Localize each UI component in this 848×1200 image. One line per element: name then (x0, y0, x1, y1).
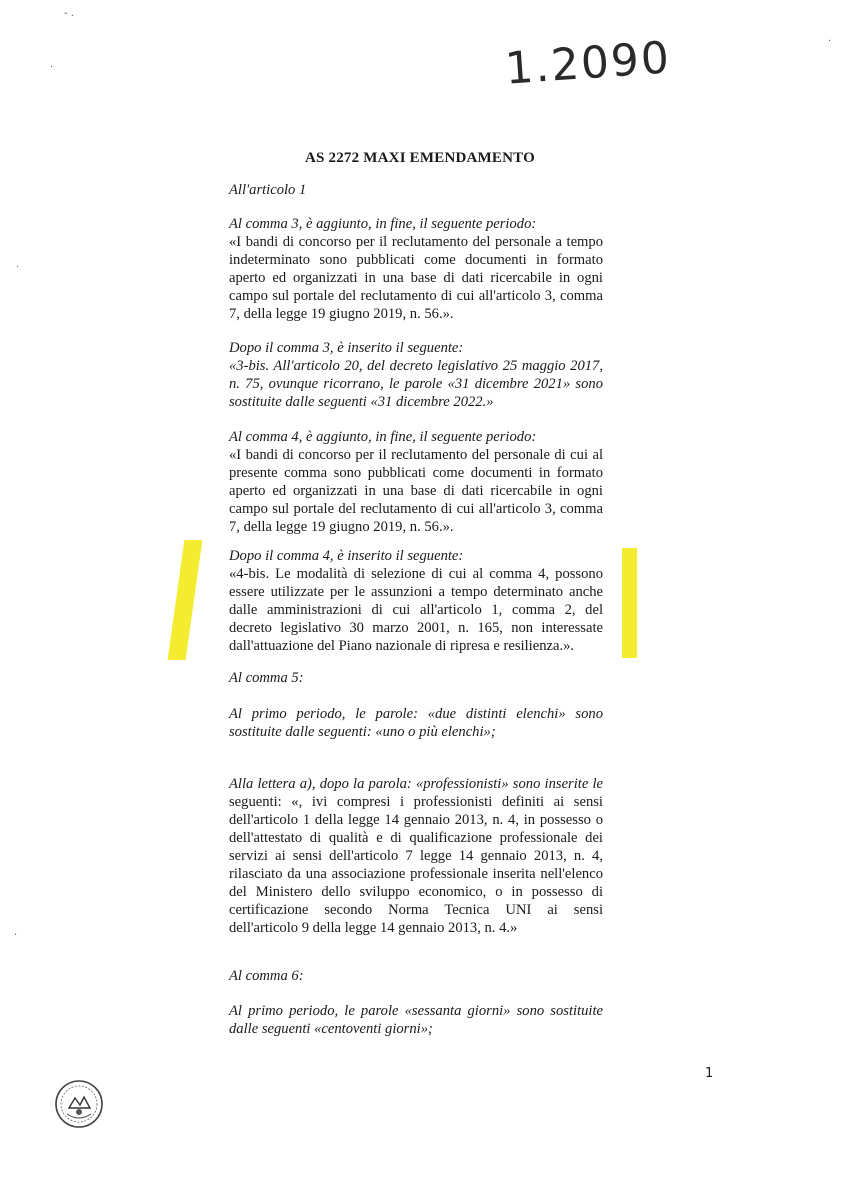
text-line: campo sul portale del reclutamento di cui all'articolo 3, comma (229, 501, 603, 517)
text-line: aperto ed organizzati in una base di dati ricercabile in ogni (229, 483, 603, 499)
handwritten-note: 1.2090 (503, 32, 673, 95)
document-title: AS 2272 MAXI EMENDAMENTO (305, 150, 535, 166)
section-intro: Al comma 3, è aggiunto, in fine, il seguente periodo: (229, 216, 537, 232)
text-line: dell'articolo 9 della legge 14 gennaio 2013, n. 4.» (229, 920, 518, 936)
comma-5-heading: Al comma 5: (229, 670, 304, 686)
text-line: Al primo periodo, le parole: «due distinti elenchi» sono (229, 706, 603, 722)
section-comma-4-addition (229, 428, 603, 536)
comma-6-heading: Al comma 6: (229, 968, 304, 984)
text-line: 7, della legge 19 giugno 2019, n. 56.». (229, 306, 454, 322)
text-line: dalle amministrazioni di cui all'articolo 1, comma 2, del (229, 602, 603, 618)
section-intro: Dopo il comma 3, è inserito il seguente: (229, 340, 464, 356)
seal-stamp-icon (53, 1078, 105, 1130)
text-line: decreto legislativo 30 marzo 2001, n. 165, non interessate (229, 620, 603, 636)
section-comma-3-addition (229, 215, 603, 323)
text-line: 7, della legge 19 giugno 2019, n. 56.». (229, 519, 454, 535)
text-line: del Ministero dello sviluppo economico, o in possesso di (229, 884, 603, 900)
highlight-mark-left (168, 540, 203, 660)
text-line: indeterminato sono pubblicati come documenti in formato (229, 252, 603, 268)
text-line: n. 75, ovunque ricorrano, le parole «31 dicembre 2021» sono (229, 376, 603, 392)
text-line: sostituite dalle seguenti «31 dicembre 2022.» (229, 394, 494, 410)
text-line: presente comma sono pubblicati come documenti in formato (229, 465, 603, 481)
comma-5-paragraph-2 (229, 775, 603, 937)
section-intro: Al comma 4, è aggiunto, in fine, il seguente periodo: (229, 429, 537, 445)
text-line: aperto ed organizzati in una base di dati ricercabile in ogni (229, 270, 603, 286)
text-line: dalle seguenti «centoventi giorni»; (229, 1021, 433, 1037)
text-line: seguenti: «, ivi compresi i professionisti definiti ai sensi (229, 794, 603, 810)
text-line: sostituite dalle seguenti: «uno o più elenchi»; (229, 724, 496, 740)
text-line: Alla lettera a), dopo la parola: «professionisti» sono inserite le (229, 776, 603, 792)
text-line: «I bandi di concorso per il reclutamento del personale di cui al (229, 447, 603, 463)
scan-speck: · (828, 36, 832, 47)
text-line: dell'attestato di qualità e di qualificazione professionale dei (229, 830, 603, 846)
text-line: dell'articolo 1 della legge 14 gennaio 2013, n. 4, in possesso o (229, 812, 603, 828)
scan-speck: · (16, 262, 20, 273)
comma-5-paragraph-1 (229, 705, 603, 741)
text-line: rilasciato da una associazione professionale inserita nell'elenco (229, 866, 603, 882)
page-number: 1 (705, 1066, 714, 1081)
article-heading: All'articolo 1 (229, 182, 307, 198)
section-comma-4-bis (229, 547, 603, 655)
scan-speck: · (50, 62, 54, 73)
scan-speck: ‐ . (64, 8, 74, 19)
text-line: dall'attuazione del Piano nazionale di ripresa e resilienza.». (229, 638, 575, 654)
text-line: «I bandi di concorso per il reclutamento del personale a tempo (229, 234, 603, 250)
section-comma-3-bis (229, 339, 603, 411)
text-line: servizi ai sensi dell'articolo 7 legge 14 gennaio 2013, n. 4, (229, 848, 603, 864)
text-line: campo sul portale del reclutamento di cui all'articolo 3, comma (229, 288, 603, 304)
text-line: certificazione secondo Norma Tecnica UNI ai sensi (229, 902, 603, 918)
text-line: «3-bis. All'articolo 20, del decreto legislativo 25 maggio 2017, (229, 358, 603, 374)
highlight-mark-right (622, 548, 637, 658)
text-line: Al primo periodo, le parole «sessanta giorni» sono sostituite (229, 1003, 603, 1019)
comma-6-paragraph (229, 1002, 603, 1038)
text-line: «4-bis. Le modalità di selezione di cui al comma 4, possono (229, 566, 603, 582)
text-line: essere utilizzate per le assunzioni a tempo determinato anche (229, 584, 603, 600)
scan-speck: · (14, 930, 18, 941)
section-intro: Dopo il comma 4, è inserito il seguente: (229, 548, 464, 564)
